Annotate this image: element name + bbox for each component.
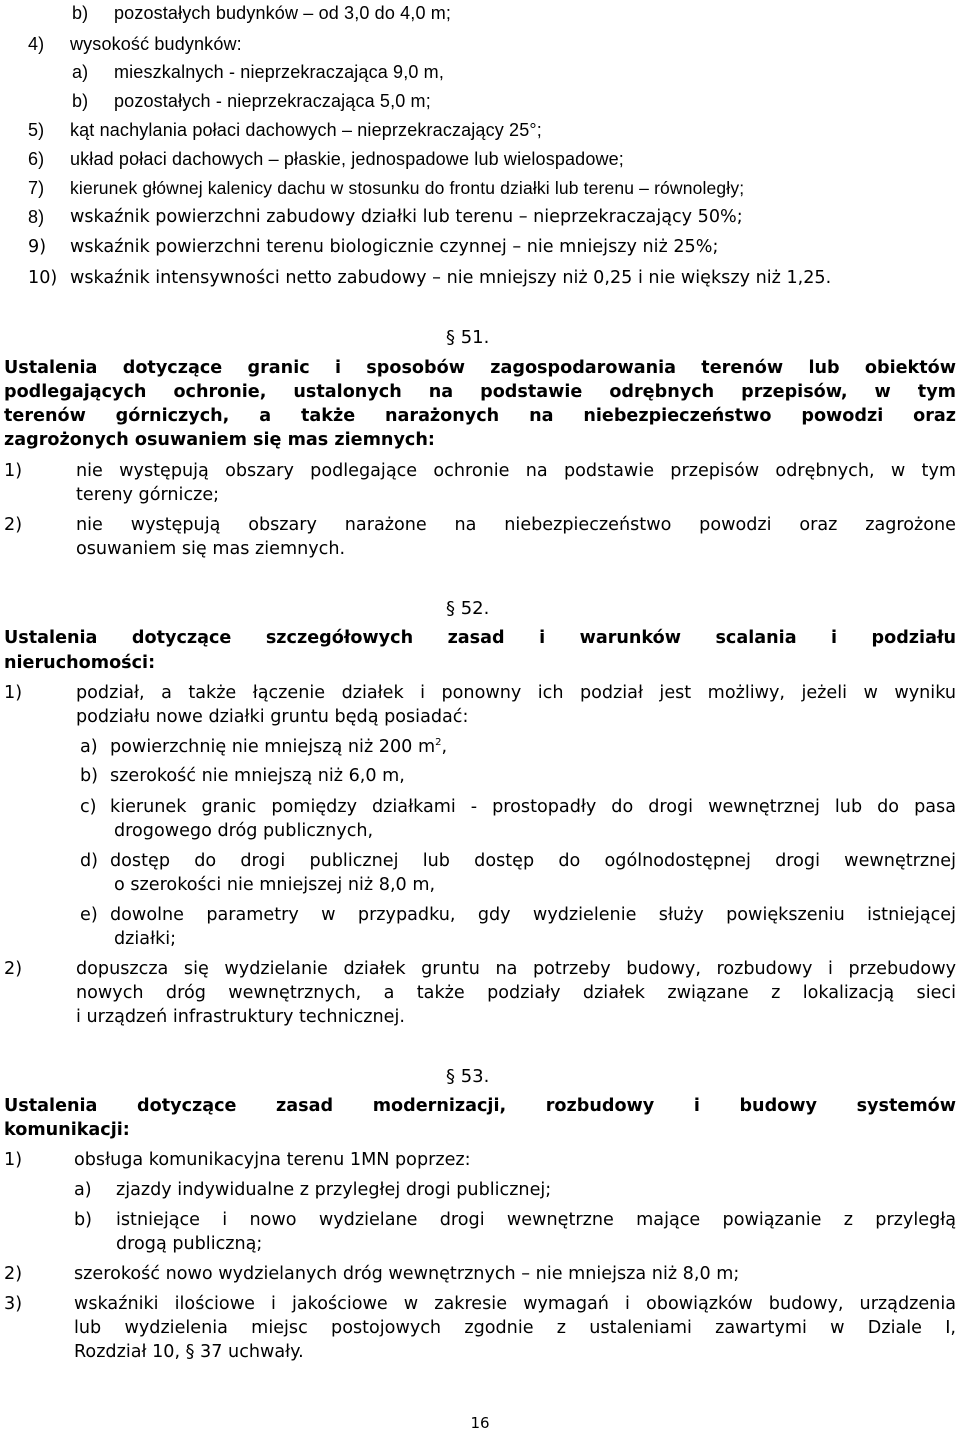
list-item-text: Rozdział 10, § 37 uchwały.	[74, 1342, 304, 1362]
list-item-text: lub wydzielenia miejsc postojowych zgodnie z ustaleniami zawartymi w Dziale I,	[74, 1318, 956, 1338]
list-label: b)	[72, 3, 89, 23]
list-item-text: kierunek głównej kalenicy dachu w stosunku do frontu działki lub terenu – równoległy;	[70, 178, 745, 198]
section-heading: nieruchomości:	[4, 653, 156, 673]
list-label: d)	[80, 851, 99, 871]
list-label: 10)	[28, 268, 58, 288]
list-item-text: szerokość nowo wydzielanych dróg wewnętrznych – nie mniejsza niż 8,0 m;	[74, 1264, 740, 1284]
superscript: 2	[435, 737, 442, 748]
list-label: e)	[80, 905, 98, 925]
list-item-text: drogą publiczną;	[116, 1234, 263, 1254]
list-item-text: drogowego dróg publicznych,	[114, 821, 374, 841]
list-item-text: wskaźnik intensywności netto zabudowy – nie mniejszy niż 0,25 i nie większy niż 1,25.	[70, 268, 832, 288]
list-item-text: wysokość budynków:	[70, 34, 242, 54]
list-item-text: osuwaniem się mas ziemnych.	[76, 539, 346, 559]
list-label: a)	[72, 62, 89, 82]
list-item-text: kierunek granic pomiędzy działkami - prostopadły do drogi wewnętrznej lub do pasa	[110, 797, 956, 817]
list-item-text: dopuszcza się wydzielanie działek gruntu na potrzeby budowy, rozbudowy i przebudowy	[76, 959, 956, 979]
list-label: 2)	[4, 959, 23, 979]
list-label: c)	[80, 797, 97, 817]
list-item-text: szerokość nie mniejszą niż 6,0 m,	[110, 766, 405, 786]
section-heading: Ustalenia dotyczące szczegółowych zasad i warunków scalania i podziału	[4, 628, 956, 648]
list-item-text: i urządzeń infrastruktury technicznej.	[76, 1007, 405, 1027]
list-item-text: nowych dróg wewnętrznych, a także podziały działek związane z lokalizacją sieci	[76, 983, 956, 1003]
section-heading: Ustalenia dotyczące zasad modernizacji, rozbudowy i budowy systemów	[4, 1096, 956, 1116]
list-item-text: nie występują obszary podlegające ochronie na podstawie przepisów odrębnych, w tym	[76, 461, 956, 481]
list-label: 4)	[28, 34, 45, 54]
page-number: 16	[470, 1414, 490, 1432]
list-item-text: mieszkalnych - nieprzekraczająca 9,0 m,	[114, 62, 444, 82]
section-heading: zagrożonych osuwaniem się mas ziemnych:	[4, 430, 435, 450]
list-label: 1)	[4, 461, 23, 481]
list-label: 5)	[28, 120, 45, 140]
list-item-text: pozostałych - nieprzekraczająca 5,0 m;	[114, 91, 431, 111]
list-item-text: dostęp do drogi publicznej lub dostęp do ogólnodostępnej drogi wewnętrznej	[110, 851, 956, 871]
list-label: b)	[80, 766, 99, 786]
list-item-text: wskaźniki ilościowe i jakościowe w zakresie wymagań i obowiązków budowy, urządzenia	[74, 1294, 956, 1314]
list-item-text: obsługa komunikacyjna terenu 1MN poprzez:	[74, 1150, 471, 1170]
list-label: 7)	[28, 178, 45, 198]
list-item-text: układ połaci dachowych – płaskie, jednospadowe lub wielospadowe;	[70, 149, 624, 169]
list-label: 1)	[4, 683, 23, 703]
list-item-text: powierzchnię nie mniejszą niż 200 $m^2$,	[110, 737, 448, 757]
list-item-text: zjazdy indywidualne z przyległej drogi publicznej;	[116, 1180, 552, 1200]
section-heading: terenów górniczych, a także narażonych na niebezpieczeństwo powodzi oraz	[4, 406, 956, 426]
list-label: a)	[74, 1180, 92, 1200]
list-item-text: wskaźnik powierzchni terenu biologicznie czynnej – nie mniejszy niż 25%;	[70, 237, 719, 257]
list-item-text: pozostałych budynków – od 3,0 do 4,0 m;	[114, 3, 452, 23]
section-number: § 52.	[446, 598, 490, 619]
list-label: 1)	[4, 1150, 23, 1170]
list-label: 6)	[28, 149, 45, 169]
list-item-text: podział, a także łączenie działek i ponowny ich podział jest możliwy, jeżeli w wyniku	[76, 683, 956, 703]
section-number: § 51.	[446, 327, 490, 348]
list-label: 9)	[28, 237, 47, 257]
section-heading: Ustalenia dotyczące granic i sposobów zagospodarowania terenów lub obiektów	[4, 358, 956, 378]
list-label: b)	[72, 91, 89, 111]
list-label: b)	[74, 1210, 93, 1230]
section-heading: komunikacji:	[4, 1120, 130, 1140]
section-number: § 53.	[446, 1066, 490, 1087]
list-label: 8)	[28, 207, 45, 227]
list-item-text: dowolne parametry w przypadku, gdy wydzielenie służy powiększeniu istniejącej	[110, 905, 956, 925]
list-item-text: wskaźnik powierzchni zabudowy działki lub terenu – nieprzekraczający 50%;	[70, 207, 743, 227]
list-item-text: podziału nowe działki gruntu będą posiadać:	[76, 707, 469, 727]
section-heading: podlegających ochronie, ustalonych na podstawie odrębnych przepisów, w tym	[4, 382, 956, 402]
list-label: a)	[80, 737, 98, 757]
list-item-text: istniejące i nowo wydzielane drogi wewnętrzne mające powiązanie z przyległą	[116, 1210, 956, 1230]
list-label: 2)	[4, 1264, 23, 1284]
list-item-text: nie występują obszary narażone na niebezpieczeństwo powodzi oraz zagrożone	[76, 515, 956, 535]
list-item-text: tereny górnicze;	[76, 485, 220, 505]
list-item-text: działki;	[114, 929, 177, 949]
list-item-text: kąt nachylania połaci dachowych – nieprzekraczający 25°;	[70, 120, 542, 140]
list-label: 3)	[4, 1294, 23, 1314]
list-label: 2)	[4, 515, 23, 535]
list-item-text: o szerokości nie mniejszej niż 8,0 m,	[114, 875, 436, 895]
